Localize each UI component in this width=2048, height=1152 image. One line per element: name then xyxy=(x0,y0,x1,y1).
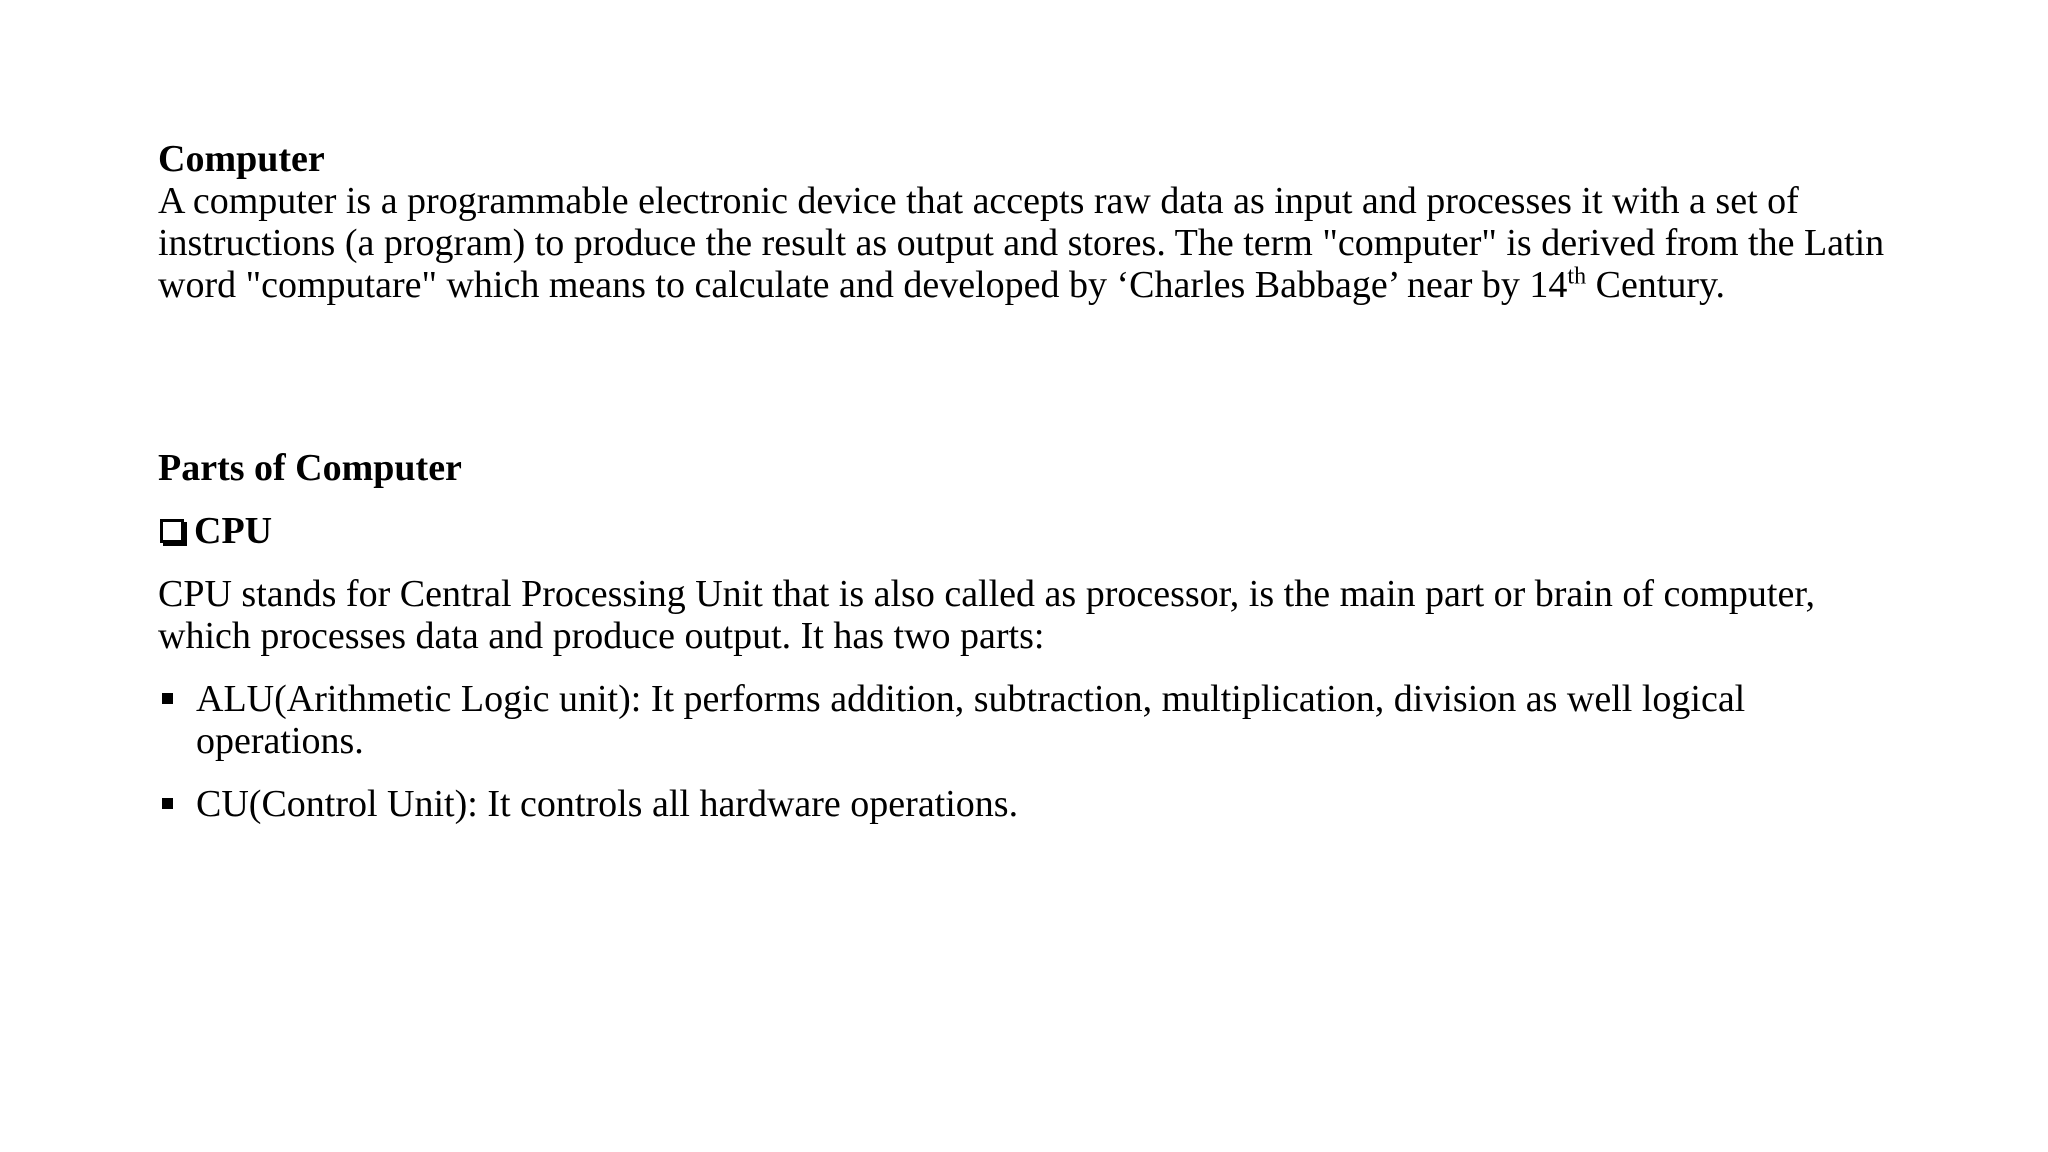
section-title-parts: Parts of Computer xyxy=(158,447,462,489)
intro-section xyxy=(158,138,1888,306)
definition-text-end: Century. xyxy=(1586,264,1726,306)
list-item-alu xyxy=(158,678,1888,762)
section-title-computer: Computer xyxy=(158,138,325,180)
ordinal-suffix: th xyxy=(1567,263,1587,290)
computer-definition xyxy=(158,180,1888,306)
cpu-heading xyxy=(158,510,1888,552)
list-item-text: ALU(Arithmetic Logic unit): It performs addition, subtraction, multiplication, division as well logical operations. xyxy=(196,678,1746,762)
list-item-text: CU(Control Unit): It controls all hardware operations. xyxy=(196,783,1019,825)
checkbox-icon xyxy=(160,519,184,543)
square-bullet-icon xyxy=(158,678,196,762)
cpu-parts-list xyxy=(158,678,1888,825)
square-bullet-icon xyxy=(158,783,196,825)
list-item-cu xyxy=(158,783,1888,825)
cpu-description: CPU stands for Central Processing Unit that is also called as processor, is the main part or brain of computer, which processes data and produce output. It has two parts: xyxy=(158,573,1815,657)
cpu-heading-label: CPU xyxy=(194,510,273,552)
parts-section xyxy=(158,447,1888,846)
definition-text: A computer is a programmable electronic device that accepts raw data as input and processes it with a set of instructions (a program) to produce the result as output and stores. The term "computer" is derived from the Latin word "computare" which means to calculate and developed by ‘Charles Babbage’ near by 14 xyxy=(158,180,1885,306)
